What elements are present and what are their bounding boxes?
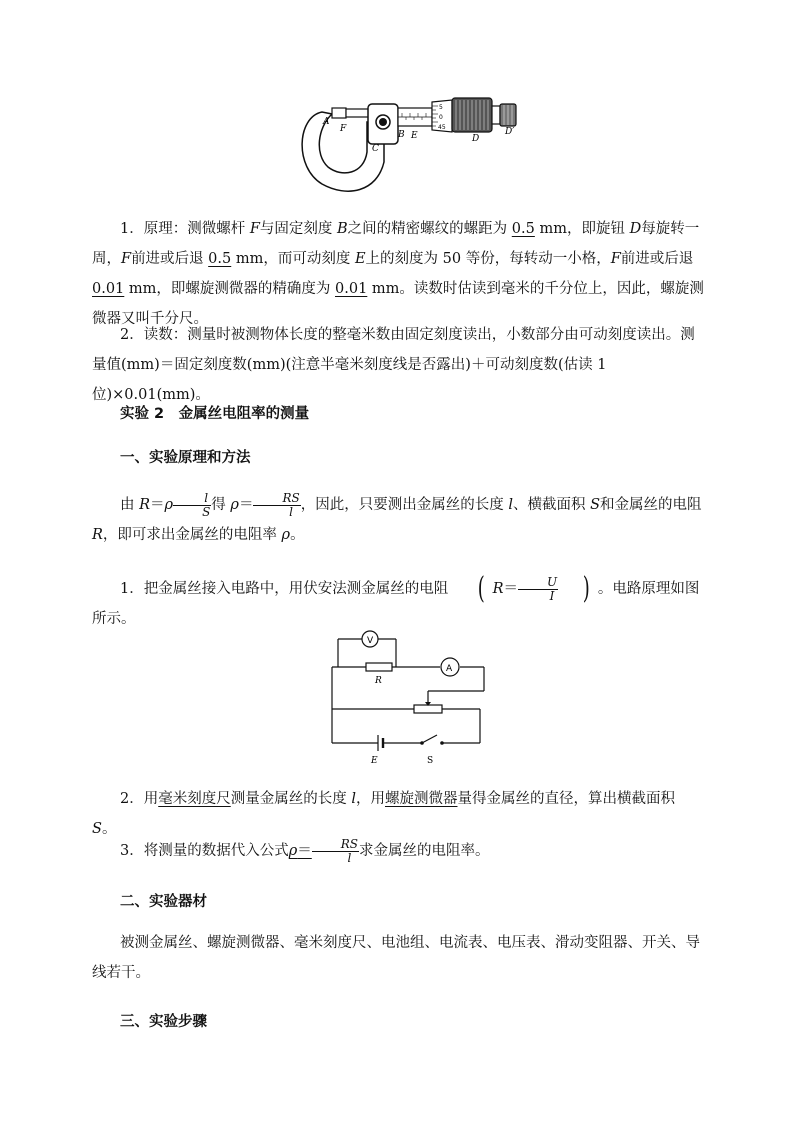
fraction-RS-over-l-2: $\frac{RS}{l}$	[312, 838, 359, 865]
reading-paragraph: 2．读数：测量时被测物体长度的整毫米数由固定刻度读出，小数部分由可动刻度读出。测量值(mm)＝固定刻度数(mm)(注意半毫米刻度线是否露出)＋可动刻度数(估读 1 位)×0.01(mm)。	[92, 327, 695, 403]
equipment-paragraph: 被测金属丝、螺旋测微器、毫米刻度尺、电池组、电流表、电压表、滑动变阻器、开关、导线若干。	[92, 935, 700, 981]
resistor-label: R	[375, 676, 382, 686]
formula-blank: ρ＝ $\frac{RS}{l}$	[288, 836, 359, 865]
blank-pitch: 0.5	[511, 221, 535, 237]
formula-paragraph: 由 R＝ρ $\frac{l}{S}$ 得 ρ＝ $\frac{RS}{l}$ ，因此，只要测出金属丝的长度 l、横截面积 S和金属丝的电阻 R，即可求出金属丝的电阻率 ρ。	[92, 490, 702, 543]
label-D: D	[472, 134, 480, 144]
circuit-diagram	[322, 624, 500, 770]
compute-paragraph: 3．将测量的数据代入公式ρ＝ $\frac{RS}{l}$ 求金属丝的电阻率。	[120, 836, 490, 865]
section-heading-principle: 一、实验原理和方法	[120, 450, 251, 466]
scale-mark-0: 0	[439, 114, 443, 121]
voltmeter-icon: V	[367, 636, 374, 646]
battery-label: E	[371, 756, 378, 766]
section-heading-equipment: 二、实验器材	[120, 894, 207, 910]
fraction-RS-over-l: $\frac{RS}{l}$	[253, 492, 300, 519]
fraction-U-over-I: $\frac{U}{I}$	[518, 576, 558, 603]
fraction-l-over-S: $\frac{l}{S}$	[173, 492, 211, 519]
label-D-prime: D′	[505, 127, 515, 137]
experiment-title: 实验 2 金属丝电阻率的测量	[120, 406, 310, 422]
label-E: E	[411, 131, 418, 141]
switch-label: S	[427, 756, 434, 766]
label-B: B	[398, 130, 405, 140]
micrometer-figure	[292, 92, 532, 202]
section-heading-steps: 三、实验步骤	[120, 1014, 207, 1030]
circuit-paragraph: 1．把金属丝接入电路中，用伏安法测金属丝的电阻 ( R＝ $\frac{U}{I}$ ) 。电路原理如图所示。	[92, 571, 700, 627]
principle-paragraph: 1．原理：测微螺杆 F与固定刻度 B之间的精密螺纹的螺距为 0.5 mm，即旋钮 D每旋转一周，F前进或后退 0.5 mm，而可动刻度 E上的刻度为 50 等份，每转动一小格，F前进或后退 0.01 mm，即螺旋测微器的精确度为 0.01 mm。读数时估读到毫米的千分位上，因此，螺旋测微器又叫千分尺。	[92, 221, 704, 327]
label-C: C	[372, 144, 379, 154]
scale-mark-45: 45	[438, 124, 446, 131]
measure-paragraph: 2．用毫米刻度尺测量金属丝的长度 l，用螺旋测微器量得金属丝的直径，算出横截面积 S。	[92, 791, 675, 837]
blank-precision: 0.01	[335, 281, 368, 297]
blank-step: 0.01	[92, 281, 125, 297]
blank-advance: 0.5	[208, 251, 232, 267]
label-F: F	[340, 124, 347, 134]
label-A: A	[323, 117, 330, 127]
scale-mark-5: 5	[439, 104, 443, 111]
ammeter-icon: A	[446, 664, 453, 674]
